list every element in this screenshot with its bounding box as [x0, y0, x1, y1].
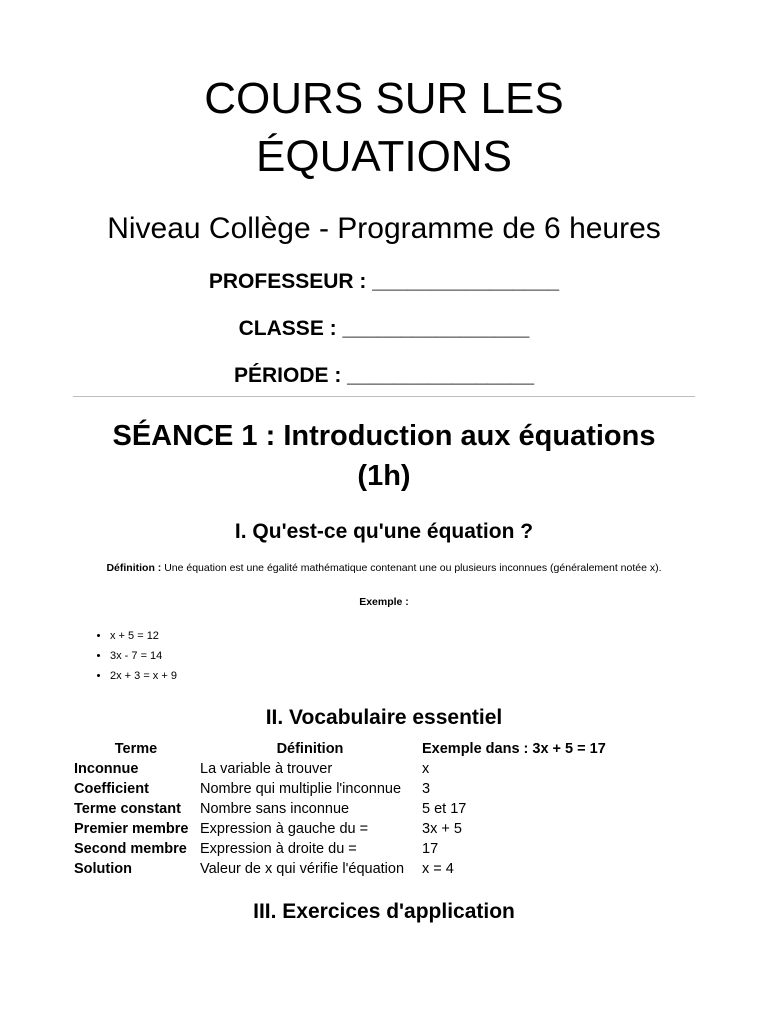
- example-label-text: Exemple :: [359, 596, 409, 608]
- list-item: • 2x + 3 = x + 9: [110, 666, 177, 686]
- title-line-2: ÉQUATIONS: [256, 132, 512, 181]
- document-subtitle: Niveau Collège - Programme de 6 heures: [107, 212, 661, 245]
- section-heading-3: III. Exercices d'application: [253, 900, 515, 923]
- table-row: [74, 759, 608, 779]
- column-header-definition: Définition: [276, 741, 344, 757]
- table-row: [74, 859, 608, 879]
- section-heading-2: II. Vocabulaire essentiel: [265, 706, 503, 729]
- cell-terme: Terme constant: [74, 801, 181, 817]
- cell-terme: Second membre: [74, 841, 187, 857]
- session-title: [0, 416, 768, 496]
- table-row: [74, 799, 608, 819]
- cell-terme: Inconnue: [74, 761, 139, 777]
- example-label: [0, 595, 768, 609]
- section-heading-1: I. Qu'est-ce qu'une équation ?: [234, 520, 534, 543]
- cell-exemple: 3x + 5: [422, 821, 462, 837]
- title-line-1: COURS SUR LES: [204, 74, 564, 123]
- cell-exemple: 17: [422, 841, 439, 857]
- session-title-line-1: SÉANCE 1 : Introduction aux équations: [112, 420, 656, 452]
- cell-exemple: 3: [422, 781, 431, 797]
- classe-field: CLASSE : ________________: [238, 317, 530, 340]
- cell-definition: Nombre sans inconnue: [200, 801, 350, 817]
- table-row: [74, 779, 608, 799]
- cell-exemple: x = 4: [422, 861, 454, 877]
- cell-definition: Valeur de x qui vérifie l'équation: [200, 861, 405, 877]
- professeur-field: PROFESSEUR : ________________: [208, 270, 560, 293]
- document-title: [0, 70, 768, 186]
- cell-exemple: 5 et 17: [422, 801, 467, 817]
- definition-paragraph: [0, 561, 768, 575]
- horizontal-divider: [73, 396, 695, 397]
- column-header-exemple: Exemple dans : 3x + 5 = 17: [422, 741, 606, 757]
- table-row: [74, 839, 608, 859]
- cell-exemple: x: [422, 761, 430, 777]
- cell-terme: Premier membre: [74, 821, 189, 837]
- vocabulary-table: [74, 739, 608, 879]
- list-item: • x + 5 = 12: [110, 626, 177, 646]
- table-row: [74, 819, 608, 839]
- cell-definition: Expression à droite du =: [200, 841, 357, 857]
- example-list: [88, 626, 177, 686]
- session-title-line-2: (1h): [357, 460, 411, 492]
- cell-terme: Coefficient: [74, 781, 149, 797]
- cell-definition: Nombre qui multiplie l'inconnue: [200, 781, 402, 797]
- periode-field: PÉRIODE : ________________: [233, 364, 535, 387]
- list-item: • 3x - 7 = 14: [110, 646, 177, 666]
- cell-terme: Solution: [74, 861, 132, 877]
- cell-definition: La variable à trouver: [200, 761, 333, 777]
- definition-label: Définition :: [106, 562, 162, 574]
- column-header-terme: Terme: [114, 741, 158, 757]
- definition-text: Une équation est une égalité mathématique contenant une ou plusieurs inconnues (généralement notée x).: [161, 562, 662, 574]
- cell-definition: Expression à gauche du =: [200, 821, 369, 837]
- table-header-row: [74, 739, 608, 759]
